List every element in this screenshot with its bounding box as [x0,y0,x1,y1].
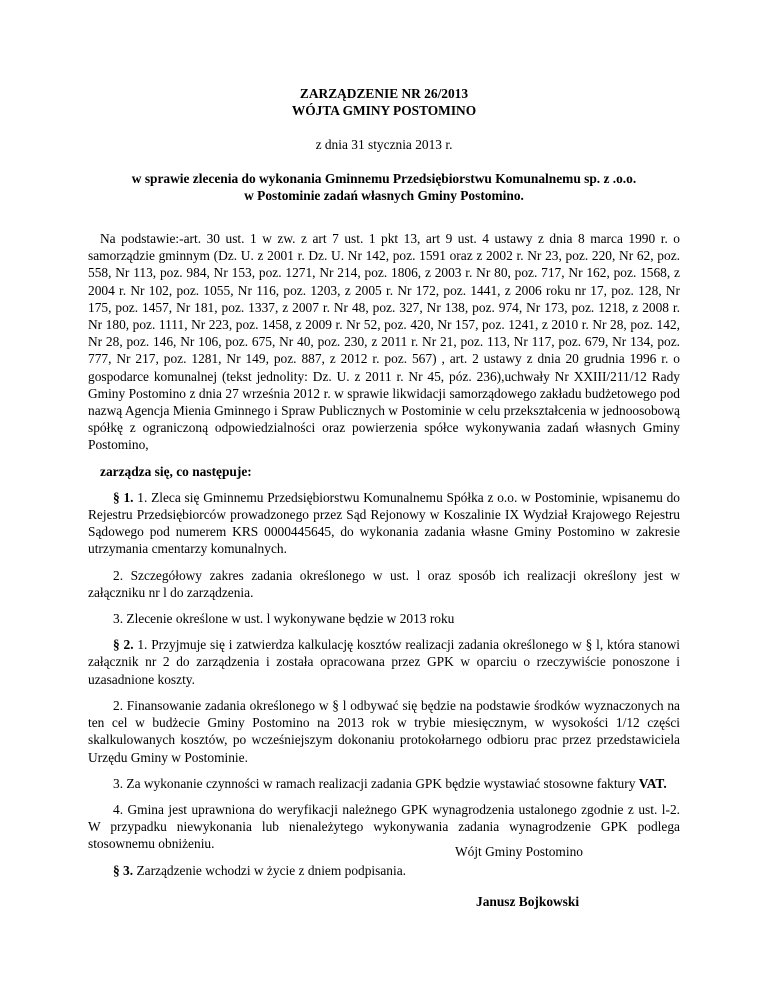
section-1-paragraph-1 [88,489,680,558]
document-subject [88,170,680,204]
section-1-text: 1. Zleca się Gminnemu Przedsiębiorstwu Komunalnemu Spółka z o.o. w Postominie, wpisanemu do Rejestru Przedsiębiorców prowadzonego przez Sąd Rejonowy w Koszalinie IX Wydział Krajowego Rejestru Sądowego pod numerem KRS 0000445645, do wykonania zadania własne Gminy Postomino w zakresie utrzymania cmentarzy komunalnych. [88,489,680,557]
legal-basis: Na podstawie:-art. 30 ust. 1 w zw. z art 7 ust. 1 pkt 13, art 9 ust. 4 ustawy z dnia 8 marca 1990 r. o samorządzie gminnym (Dz. U. z 2001 r. Dz. U. Nr 142, poz. 1591 oraz z 2002 r. Nr 23, poz. 220, Nr 62, poz. 558, Nr 113, poz. 984, Nr 153, poz. 1271, Nr 214, poz. 1806, z 2003 r. Nr 80, poz. 717, Nr 162, poz. 1568, z 2004 r. Nr 102, poz. 1055, Nr 116, poz. 1203, z 2005 r. Nr 172, poz. 1441, z 2006 roku nr 17, poz. 128, Nr 175, poz. 1457, Nr 181, poz. 1337, z 2007 r. Nr 48, poz. 327, Nr 138, poz. 974, Nr 173, poz. 1218, z 2008 r. Nr 180, poz. 1111, Nr 223, poz. 1458, z 2009 r. Nr 52, poz. 420, Nr 157, poz. 1241, z 2010 r. Nr 28, poz. 142, Nr 28, poz. 146, Nr 106, poz. 675, Nr 40, poz. 230, z 2011 r. Nr 21, poz. 113, Nr 117, poz. 679, Nr 134, poz. 777, Nr 217, poz. 1281, Nr 149, poz. 887, z 2012 r. poz. 567) , art. 2 ustawy z dnia 20 grudnia 1996 r. o gospodarce komunalnej (tekst jednolity: Dz. U. z 2011 r. Nr 45, póz. 236),uchwały Nr XXIII/211/12 Rady Gminy Postomino z dnia 27 września 2012 r. w sprawie likwidacji samorządowego zakładu budżetowego pod nazwą Agencja Mienia Gminnego i Spraw Publicznych w Postominie w celu przekształcenia w jednoosobową spółkę z ograniczoną odpowiedzialności oraz powierzenia spółce wykonywania zadań własnych Gminy Postomino, [88,231,680,453]
section-2-paragraph-4: 4. Gmina jest uprawniona do weryfikacji należnego GPK wynagrodzenia ustalonego zgodnie z ust. l-2. W przypadku niewykonania lub nienależytego wykonywania zadania wynagrodzenie GPK podlega stosownemu obniżeniu. [88,801,680,852]
section-2-text: 1. Przyjmuje się i zatwierdza kalkulację kosztów realizacji zadania określonego w § l, która stanowi załącznik nr 2 do zarządzenia i została opracowana przez GPK w oparciu o rzeczywiście ponoszone i uzasadnione koszty. [88,637,680,687]
signature-title: Wójt Gminy Postomino [455,844,583,859]
document-body [88,85,680,879]
section-2-paragraph-3 [88,775,680,792]
section-1-paragraph-2: 2. Szczegółowy zakres zadania określonego w ust. l oraz sposób ich realizacji określony jest w załączniku nr l do zarządzenia. [88,567,680,600]
section-2-paragraph-2: 2. Finansowanie zadania określonego w § l odbywać się będzie na podstawie środków wyznaczonych na ten cel w budżecie Gminy Postomino na 2013 rok w trybie miesięcznym, w wysokości 1/12 części skalkulowanych kosztów, po wcześniejszym dokonaniu protokołarnego odbioru prac przez przedstawiciela Urzędu Gminy w Postominie. [88,697,680,765]
section-1-paragraph-3: 3. Zlecenie określone w ust. l wykonywane będzie w 2013 roku [113,611,455,627]
section-3-label: § 3. [113,862,134,878]
section-2-label: § 2. [113,637,134,653]
document-issuer: WÓJTA GMINY POSTOMINO [291,103,477,119]
decision-clause: zarządza się, co następuje: [100,463,252,479]
section-1-label: § 1. [113,489,134,505]
document-number: ZARZĄDZENIE NR 26/2013 [299,86,469,101]
vat-label: VAT. [638,775,667,791]
section-2-paragraph-3-text: 3. Za wykonanie czynności w ramach realizacji zadania GPK będzie wystawiać stosowne faktury [113,775,639,791]
signature-name: Janusz Bojkowski [476,894,580,909]
subject-line-2: w Postominie zadań własnych Gminy Postomino. [244,187,524,203]
subject-line-1: w sprawie zlecenia do wykonania Gminnemu Przedsiębiorstwu Komunalnemu sp. z .o.o. [131,170,637,186]
section-3-paragraph [88,862,680,879]
section-2-paragraph-1 [88,636,680,688]
section-3-text: Zarządzenie wchodzi w życie z dniem podpisania. [133,862,406,878]
document-date: z dnia 31 stycznia 2013 r. [315,137,453,153]
